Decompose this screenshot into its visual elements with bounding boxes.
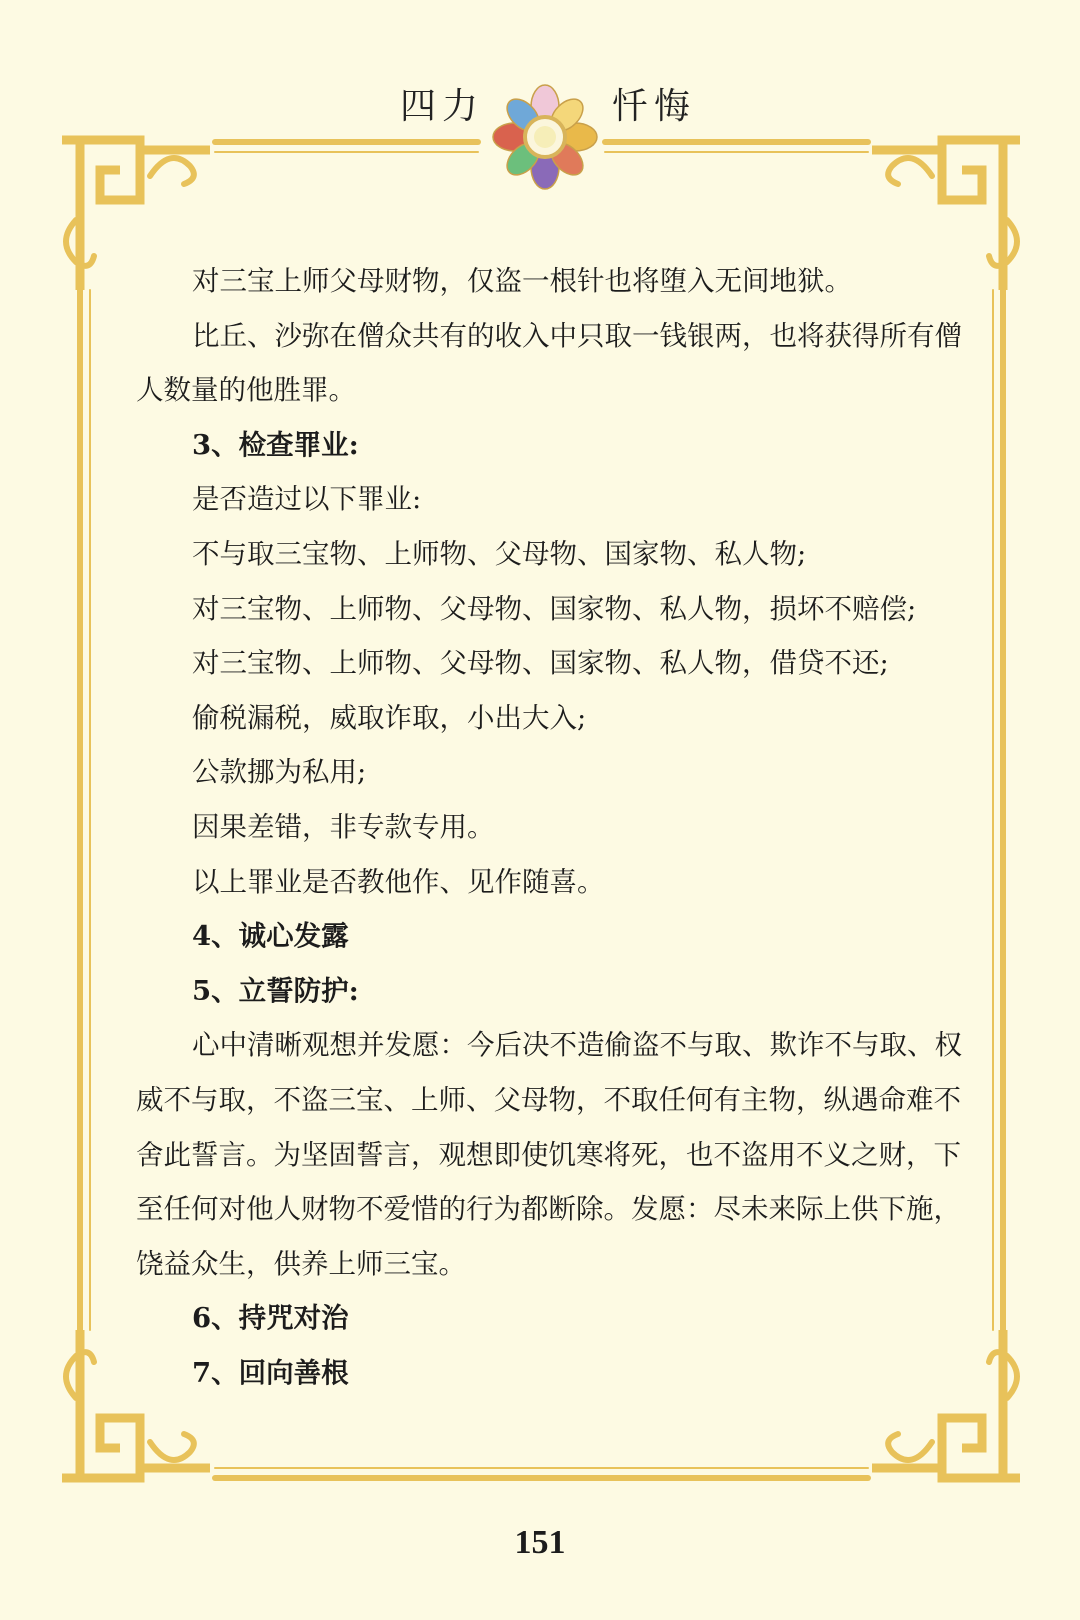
section-heading: 5、立誓防护: <box>192 974 359 1007</box>
paragraph: 是否造过以下罪业: <box>192 483 422 516</box>
section-heading: 7、回向善根 <box>192 1356 349 1389</box>
lotus-emblem-icon <box>488 80 602 194</box>
header-left-title: 四力 <box>400 86 485 127</box>
body-text <box>136 254 966 1400</box>
section-heading: 4、诚心发露 <box>192 920 349 953</box>
paragraph: 对三宝物、上师物、父母物、国家物、私人物，借贷不还; <box>192 647 889 680</box>
paragraph: 心中清晰观想并发愿：今后决不造偷盗不与取、欺诈不与取、权威不与取，不盗三宝、上师、父母物，不取任何有主物，纵遇命难不舍此誓言。为坚固誓言，观想即使饥寒将死，也不盗用不义之财，下至任何对他人财物不爱惜的行为都断除。发愿：尽未来际上供下施，饶益众生，供养上师三宝。 <box>136 1029 962 1280</box>
paragraph: 对三宝物、上师物、父母物、国家物、私人物，损坏不赔偿; <box>192 592 917 625</box>
paragraph: 公款挪为私用; <box>192 756 367 789</box>
paragraph: 不与取三宝物、上师物、父母物、国家物、私人物; <box>192 537 807 570</box>
page-number: 151 <box>514 1524 566 1561</box>
section-heading: 6、持咒对治 <box>192 1302 349 1335</box>
paragraph: 偷税漏税，威取诈取，小出大入; <box>192 701 587 734</box>
paragraph: 因果差错，非专款专用。 <box>192 810 495 843</box>
section-heading: 3、检查罪业: <box>192 428 359 461</box>
paragraph: 以上罪业是否教他作、见作随喜。 <box>192 865 605 898</box>
paragraph: 对三宝上师父母财物，仅盗一根针也将堕入无间地狱。 <box>192 265 852 297</box>
header-right-title: 忏悔 <box>612 86 697 127</box>
paragraph: 比丘、沙弥在僧众共有的收入中只取一钱银两，也将获得所有僧人数量的他胜罪。 <box>136 319 962 407</box>
